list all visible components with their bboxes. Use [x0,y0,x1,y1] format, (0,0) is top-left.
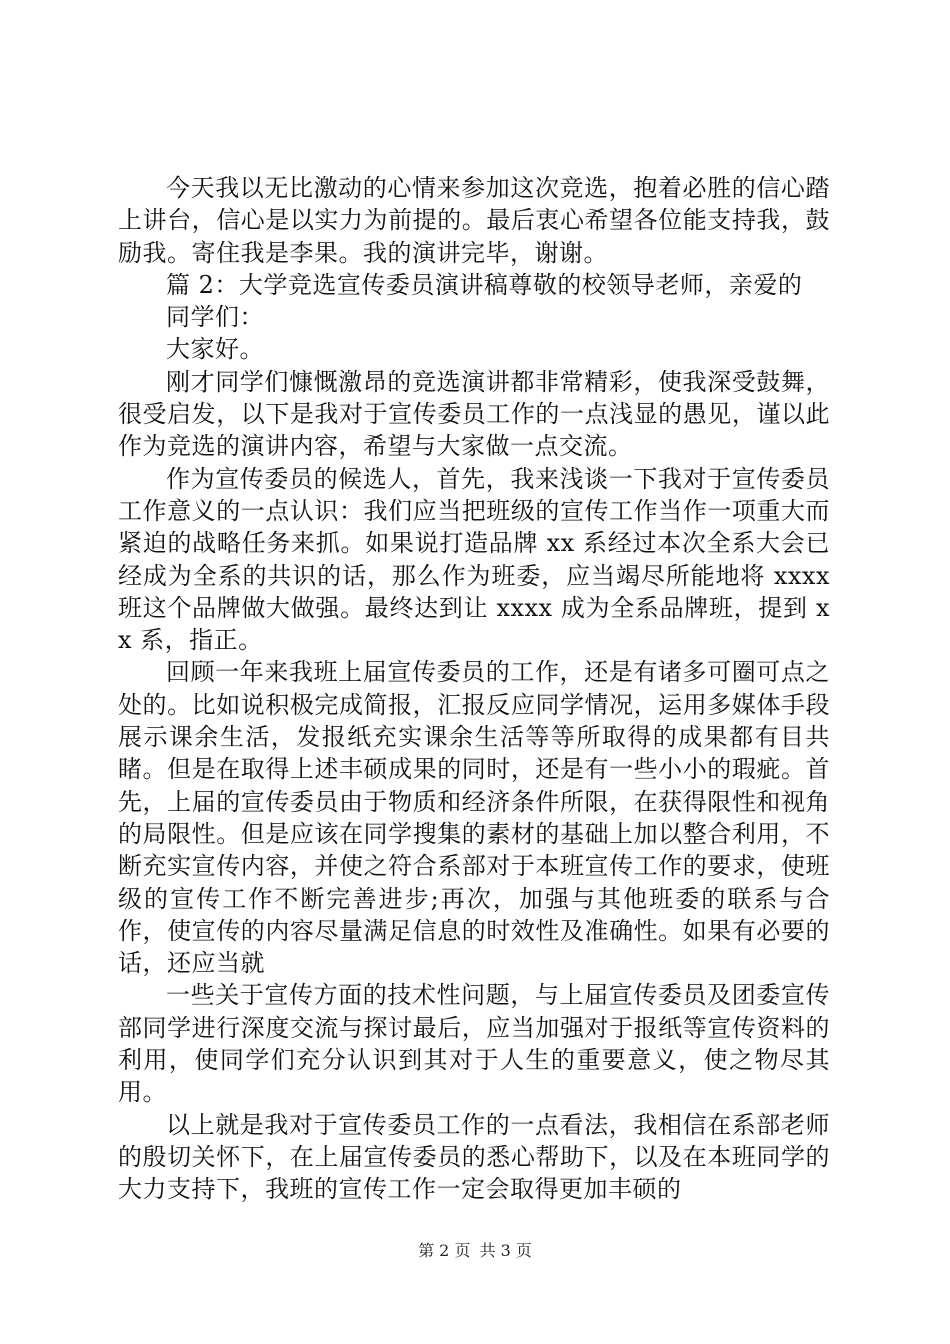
paragraph: 大家好。 [166,335,264,364]
paragraph: 篇 2：大学竞选宣传委员演讲稿尊敬的校领导老师，亲爱的 [166,270,803,299]
document-body [118,172,830,1206]
paragraph: 回顾一年来我班上届宣传委员的工作，还是有诸多可圈可点之处的。比如说积极完成简报，汇报反应同学情况，运用多媒体手段展示课余生活，发报纸充实课余生活等等所取得的成果都有目共睹。但是在取得上述丰硕成果的同时，还是有一些小小的瑕疵。首先，上届的宣传委员由于物质和经济条件所限，在获得限性和视角的局限性。但是应该在同学搜集的素材的基础上加以整合利用，不断充实宣传内容，并使之符合系部对于本班宣传工作的要求，使班级的宣传工作不断完善进步;再次，加强与其他班委的联系与合作，使宣传的内容尽量满足信息的时效性及准确性。如果有必要的话，还应当就 [118,658,830,978]
paragraph: 以上就是我对于宣传委员工作的一点看法，我相信在系部老师的殷切关怀下，在上届宣传委员的悉心帮助下，以及在本班同学的大力支持下，我班的宣传工作一定会取得更加丰硕的 [118,1110,830,1204]
paragraph: 一些关于宣传方面的技术性问题，与上届宣传委员及团委宣传部同学进行深度交流与探讨最后，应当加强对于报纸等宣传资料的利用，使同学们充分认识到其对于人生的重要意义，使之物尽其用。 [118,981,830,1107]
paragraph: 作为宣传委员的候选人，首先，我来浅谈一下我对于宣传委员工作意义的一点认识：我们应当把班级的宣传工作当作一项重大而紧迫的战略任务来抓。如果说打造品牌 xx 系经过本次全系大会已经成为全系的共识的话，那么作为班委，应当竭尽所能地将 xxxx 班这个品牌做大做强。最终达到让 xxxx 成为全系品牌班，提到 xx 系，指正。 [118,464,830,655]
paragraph: 今天我以无比激动的心情来参加这次竞选，抱着必胜的信心踏上讲台，信心是以实力为前提的。最后衷心希望各位能支持我，鼓励我。寄住我是李果。我的演讲完毕，谢谢。 [118,174,830,267]
paragraph: 同学们： [166,303,264,332]
page-total: 共 3 页 [479,1241,532,1260]
page-footer [0,1241,950,1261]
page-number: 第 2 页 [418,1241,471,1260]
paragraph: 刚才同学们慷慨激昂的竞选演讲都非常精彩，使我深受鼓舞，很受启发，以下是我对于宣传委员工作的一点浅显的愚见，谨以此作为竞选的演讲内容，希望与大家做一点交流。 [118,367,830,461]
